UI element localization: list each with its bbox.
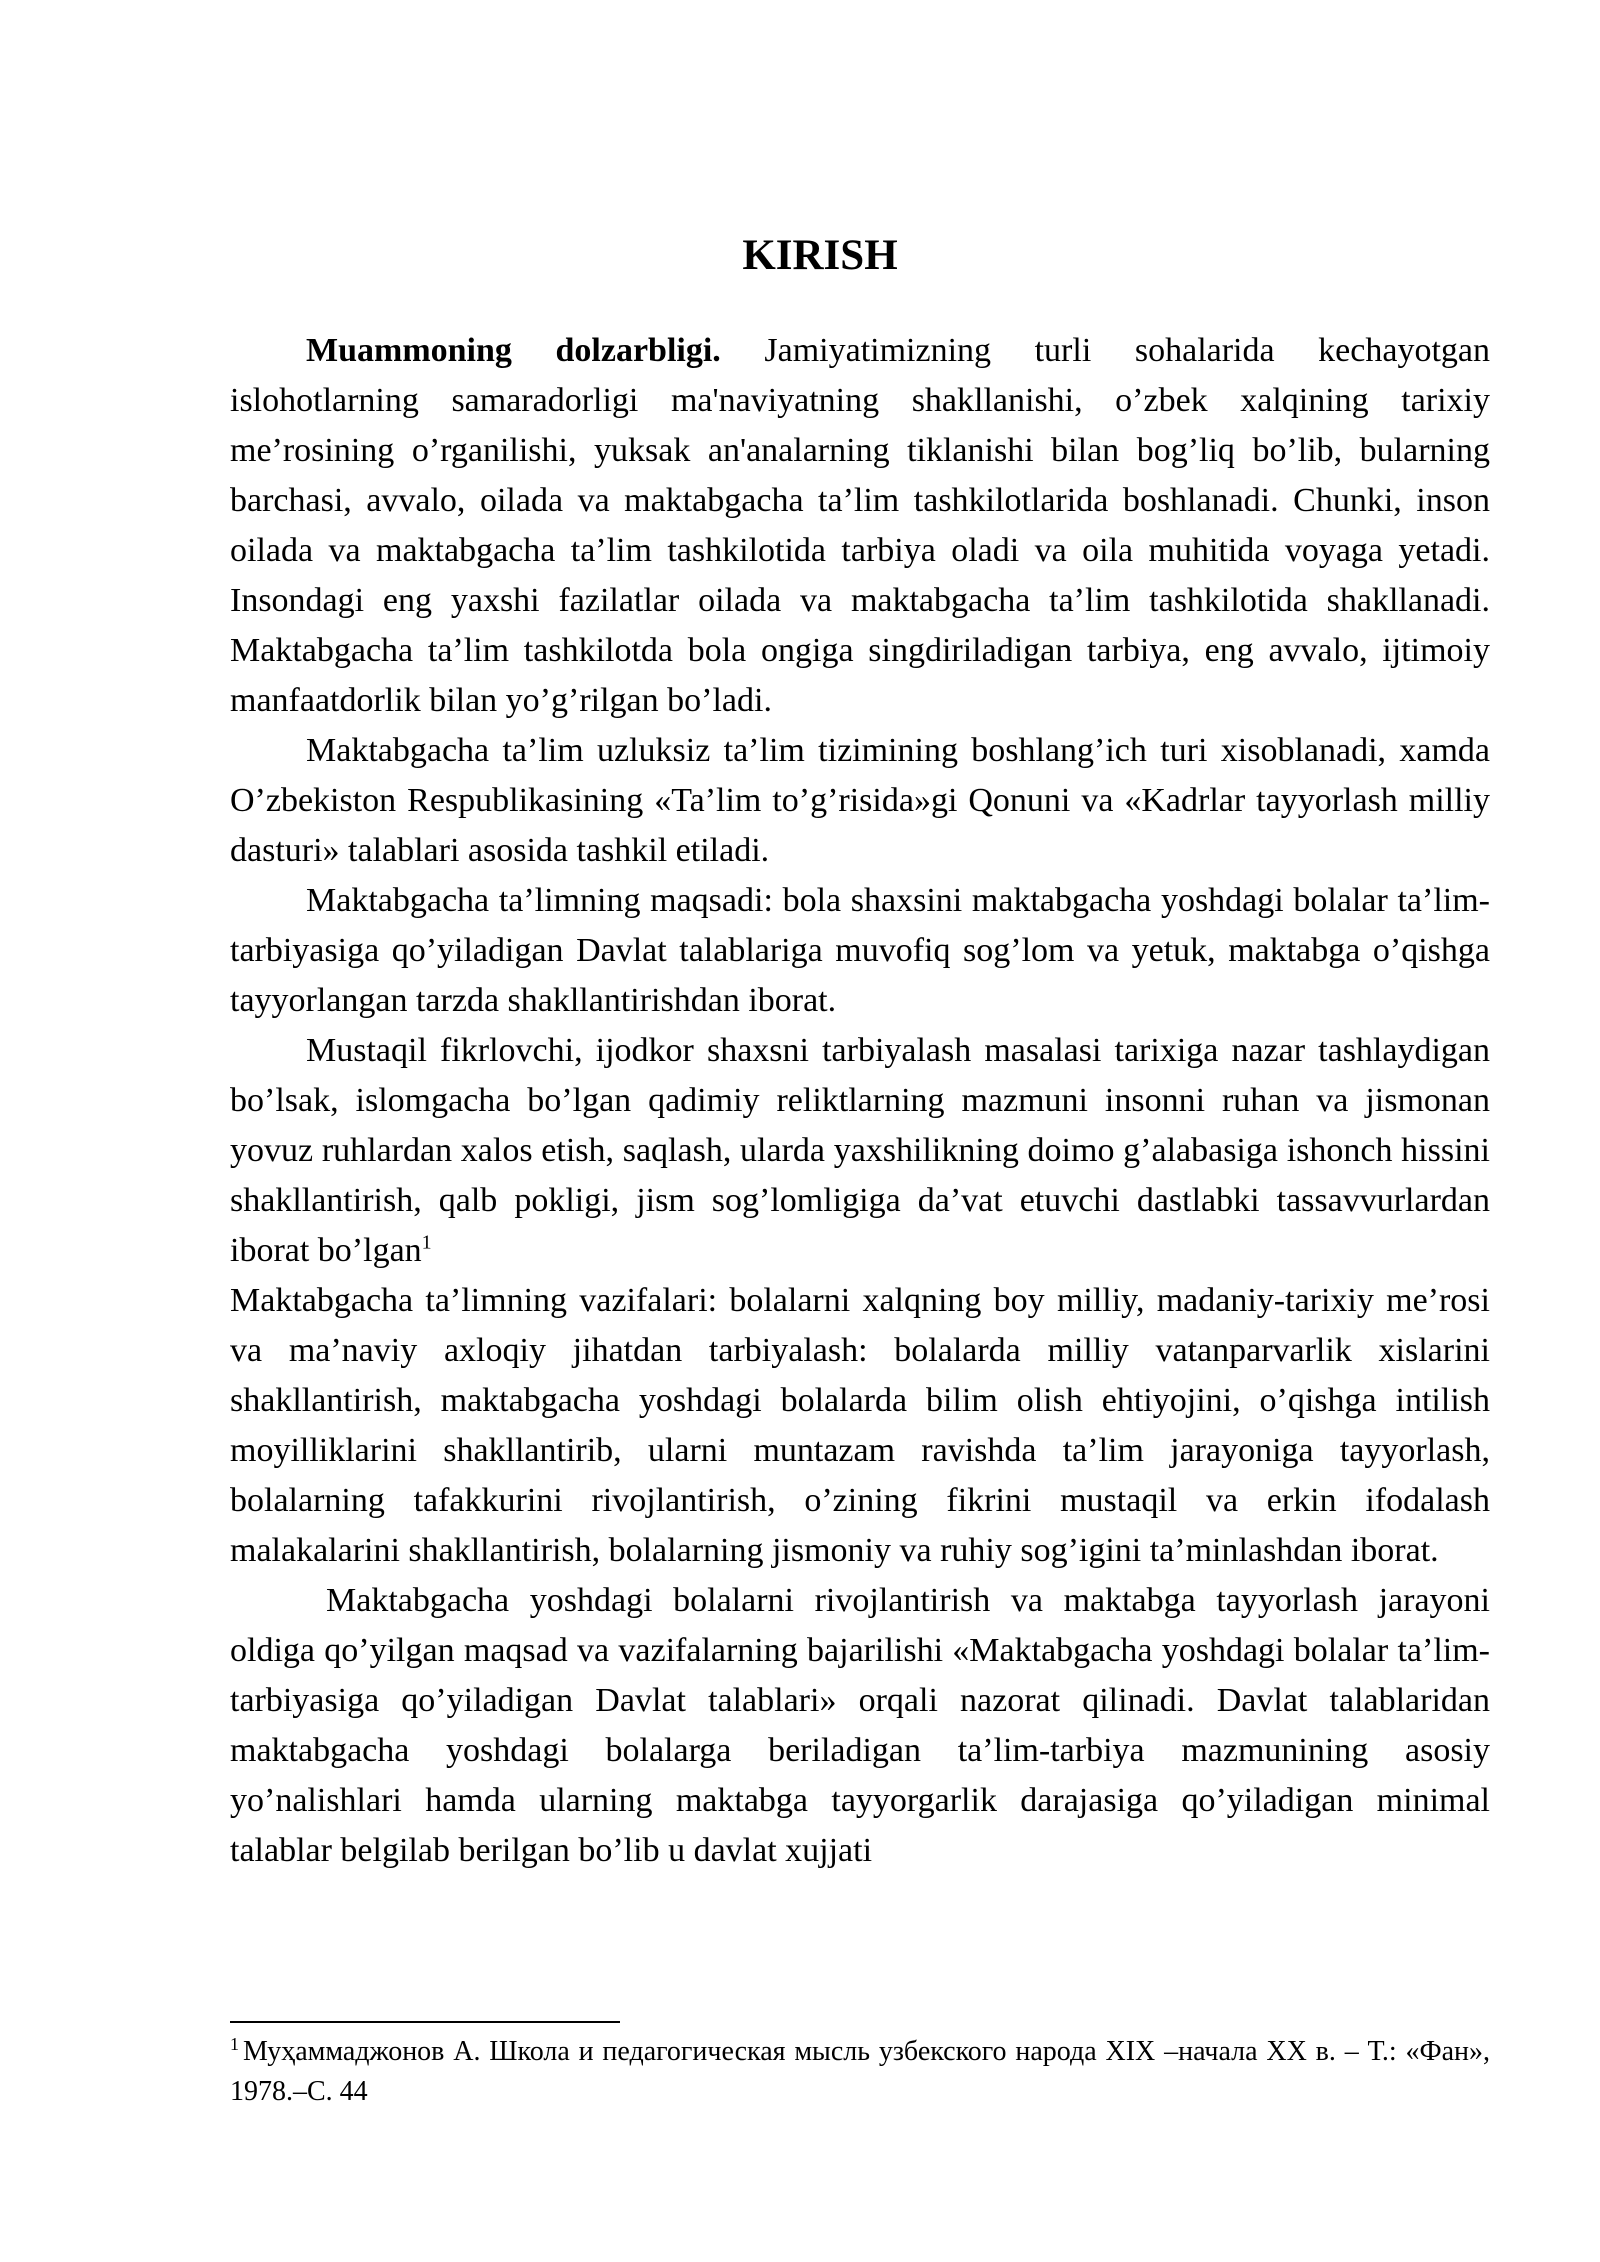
body-text [230,326,1490,1876]
footnote [230,2032,1490,2112]
paragraph-goal: Maktabgacha ta’limning maqsadi: bola shaxsini maktabgacha yoshdagi bolalar ta’lim-tarbiyasiga qo’yiladigan Davlat talablariga muvofiq sog’lom va yetuk, maktabga o’qishga tayyorlangan tarzda shakllantirishdan iborat. [230,882,1490,1019]
paragraph-text: Jamiyatimizning turli sohalarida kechayotgan islohotlarning samaradorligi ma'naviyatning shakllanishi, o’zbek xalqining tarixiy me’rosining o’rganilishi, yuksak an'analarning tiklanishi bilan bog’liq bo’lib, bularning barchasi, avvalo, oilada va maktabgacha ta’lim tashkilotlarida boshlanadi. Chunki, inson oilada va maktabgacha ta’lim tashkilotida tarbiya oladi va oila muhitida voyaga yetadi. Insondagi eng yaxshi fazilatlar oilada va maktabgacha ta’lim tashkilotida shakllanadi. Maktabgacha ta’lim tashkilotda bola ongiga singdiriladigan tarbiya, eng avvalo, ijtimoiy manfaatdorlik bilan yo’g’rilgan bo’ladi. [230,332,1490,719]
paragraph-history [230,1026,1490,1276]
footnote-text: Муҳаммаджонов А. Школа и педагогическая мысль узбекского народа XIX –начала XX в. – Т.: «Фан», 1978.–С. 44 [230,2036,1490,2107]
footnote-reference[interactable]: 1 [421,1231,432,1254]
paragraph-relevance [230,326,1490,726]
page-title: KIRISH [742,232,898,279]
paragraph-preschool-education: Maktabgacha ta’lim uzluksiz ta’lim tizimining boshlang’ich turi xisoblanadi, xamda O’zbekiston Respublikasining «Ta’lim to’g’risida»gi Qonuni va «Kadrlar tayyorlash milliy dasturi» talablari asosida tashkil etiladi. [230,732,1490,869]
footnote-mark: 1 [230,2033,239,2054]
paragraph-state-requirements: Maktabgacha yoshdagi bolalarni rivojlantirish va maktabga tayyorlash jarayoni oldiga qo’yilgan maqsad va vazifalarning bajarilishi «Maktabgacha yoshdagi bolalar ta’lim-tarbiyasiga qo’yiladigan Davlat talablari» orqali nazorat qilinadi. Davlat talablaridan maktabgacha yoshdagi bolalarga beriladigan ta’lim-tarbiya mazmunining asosiy yo’nalishlari hamda ularning maktabga tayyorgarlik darajasiga qo’yiladigan minimal talablar belgilab berilgan bo’lib u davlat xujjati [230,1582,1490,1869]
paragraph-lead: Muammoning dolzarbligi. [306,332,721,369]
footnote-separator [230,2021,620,2023]
paragraph-text: Mustaqil fikrlovchi, ijodkor shaxsni tarbiyalash masalasi tarixiga nazar tashlaydigan bo’lsak, islomgacha bo’lgan qadimiy reliktlarning mazmuni insonni ruhan va jismonan yovuz ruhlardan xalos etish, saqlash, ularda yaxshilikning doimo g’alabasiga ishonch hissini shakllantirish, qalb pokligi, jism sog’lomligiga da’vat etuvchi dastlabki tassavvurlardan iborat bo’lgan [230,1032,1490,1269]
paragraph-tasks: Maktabgacha ta’limning vazifalari: bolalarni xalqning boy milliy, madaniy-tarixiy me’rosi va ma’naviy axloqiy jihatdan tarbiyalash: bolalarda milliy vatanparvarlik xislarini shakllantirish, maktabgacha yoshdagi bolalarda bilim olish ehtiyojini, o’qishga intilish moyilliklarini shakllantirib, ularni muntazam ravishda ta’lim jarayoniga tayyorlash, bolalarning tafakkurini rivojlantirish, o’zining fikrini mustaqil va erkin ifodalash malakalarini shakllantirish, bolalarning jismoniy va ruhiy sog’igini ta’minlashdan iborat. [230,1282,1490,1569]
